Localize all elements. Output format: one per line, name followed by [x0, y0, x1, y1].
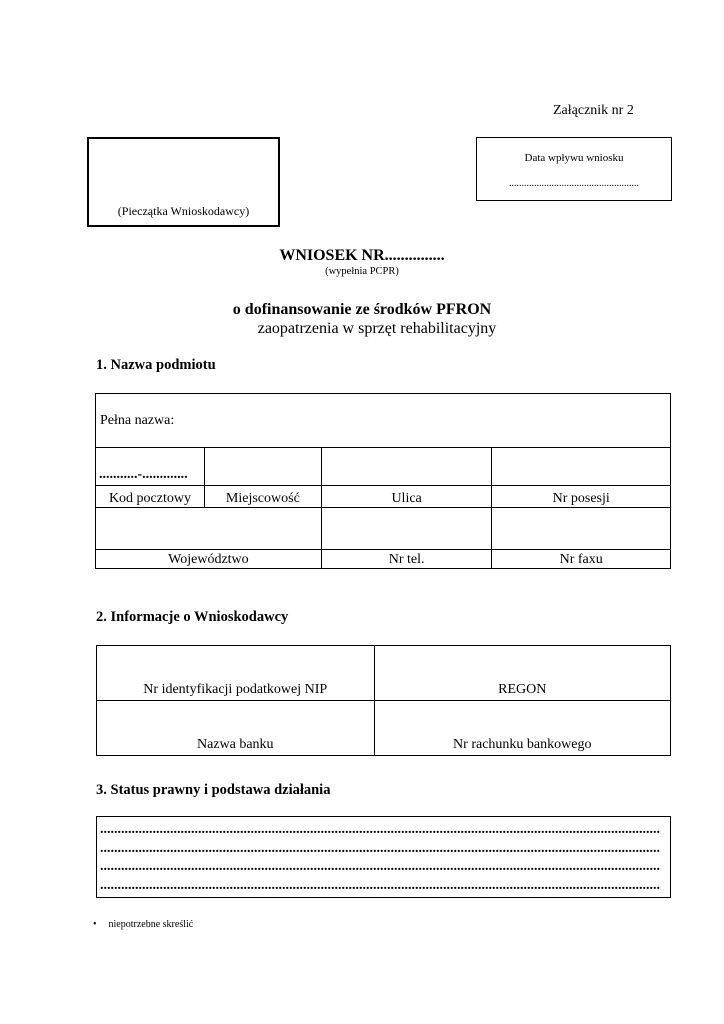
- section1-heading: 1. Nazwa podmiotu: [96, 357, 216, 373]
- attachment-label: Załącznik nr 2: [553, 103, 634, 118]
- voivodeship-label: Województwo: [96, 550, 322, 569]
- account-field[interactable]: [374, 701, 670, 756]
- legal-status-line: ................................................................................................................................................................: [100, 877, 660, 893]
- house-no-field[interactable]: [492, 448, 671, 486]
- postal-code-label: Kod pocztowy: [96, 486, 205, 508]
- legal-status-line: ................................................................................................................................................................: [100, 822, 660, 837]
- bullet-icon: •: [93, 919, 97, 930]
- voivodeship-field[interactable]: [96, 508, 322, 550]
- city-field[interactable]: [204, 448, 321, 486]
- stamp-box[interactable]: [87, 137, 280, 227]
- section2-heading: 2. Informacje o Wnioskodawcy: [96, 609, 289, 625]
- form-subtitle: zaopatrzenia w sprzęt rehabilitacyjny: [257, 320, 497, 337]
- form-subtitle-bold: o dofinansowanie ze środków PFRON: [232, 301, 492, 318]
- nip-field[interactable]: [97, 646, 375, 701]
- bank-name-field[interactable]: [97, 701, 375, 756]
- footnote: [93, 919, 193, 930]
- receipt-date-box[interactable]: [476, 137, 672, 201]
- fax-field[interactable]: [492, 508, 671, 550]
- bank-name-label: Nazwa banku: [196, 737, 274, 752]
- nip-label: Nr identyfikacji podatkowej NIP: [143, 682, 328, 697]
- applicant-table: [96, 645, 671, 756]
- legal-status-field[interactable]: [96, 816, 671, 898]
- receipt-date-dots: ....................................................: [509, 178, 639, 189]
- city-label: Miejscowość: [204, 486, 321, 508]
- phone-field[interactable]: [321, 508, 492, 550]
- full-name-label: Pełna nazwa:: [100, 413, 175, 428]
- form-title-note: (wypełnia PCPR): [325, 266, 399, 277]
- receipt-date-label: Data wpływu wniosku: [524, 152, 624, 164]
- account-label: Nr rachunku bankowego: [453, 737, 592, 752]
- postal-code-placeholder: ...........-.............: [99, 467, 188, 482]
- footnote-text: niepotrzebne skreślić: [108, 919, 194, 930]
- regon-label: REGON: [498, 682, 547, 697]
- legal-status-line: ................................................................................................................................................................: [100, 840, 660, 856]
- legal-status-line: ................................................................................................................................................................: [100, 859, 660, 874]
- street-label: Ulica: [321, 486, 492, 508]
- form-title: WNIOSEK NR...............: [279, 247, 445, 264]
- section3-heading: 3. Status prawny i podstawa działania: [96, 782, 331, 798]
- street-field[interactable]: [321, 448, 492, 486]
- phone-label: Nr tel.: [321, 550, 492, 569]
- stamp-label: (Pieczątka Wnioskodawcy): [117, 204, 250, 218]
- postal-code-field[interactable]: [96, 448, 205, 486]
- entity-table: [95, 393, 671, 569]
- regon-field[interactable]: [374, 646, 670, 701]
- house-no-label: Nr posesji: [492, 486, 671, 508]
- full-name-field[interactable]: [96, 394, 671, 448]
- fax-label: Nr faxu: [492, 550, 671, 569]
